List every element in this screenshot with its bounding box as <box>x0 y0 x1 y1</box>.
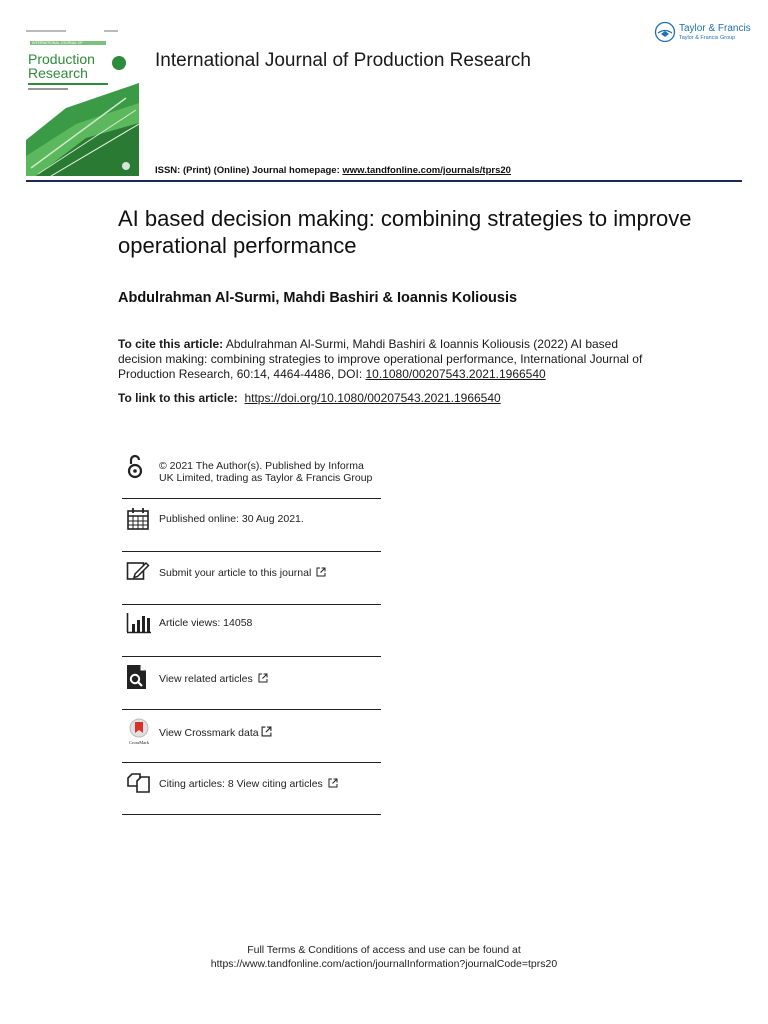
citing-row[interactable] <box>122 762 381 815</box>
publisher-subtitle: Taylor & Francis Group <box>679 35 736 41</box>
edit-icon <box>126 560 150 587</box>
open-access-icon <box>126 454 144 485</box>
issn-label: ISSN: (Print) (Online) Journal homepage: <box>155 165 340 176</box>
crossmark-icon <box>126 718 152 751</box>
cover-title-1: Production <box>28 51 95 67</box>
footer-terms: Full Terms & Conditions of access and use can be found at <box>247 944 521 956</box>
bar-chart-icon <box>126 612 152 639</box>
citing-articles-icon <box>126 772 152 799</box>
article-title: AI based decision making: combining strategies to improve operational performance <box>118 206 692 258</box>
publisher-name: Taylor & Francis <box>679 23 751 34</box>
submit-row[interactable] <box>122 551 381 605</box>
citation-block <box>118 337 658 382</box>
header-divider <box>26 180 742 182</box>
published-row <box>122 498 381 552</box>
crossmark-logo-text: CrossMark <box>129 740 149 745</box>
citing-articles-link[interactable]: Citing articles: 8 View citing articles <box>159 778 323 790</box>
journal-title: International Journal of Production Research <box>155 50 532 71</box>
journal-homepage-link[interactable]: www.tandfonline.com/journals/tprs20 <box>342 165 511 176</box>
link-label: To link to this article: <box>118 391 238 405</box>
article-views: Article views: 14058 <box>159 617 253 629</box>
external-link-icon <box>328 778 338 788</box>
calendar-icon <box>126 507 150 536</box>
crossmark-row[interactable] <box>122 709 381 763</box>
crossmark-link[interactable]: View Crossmark data <box>159 727 259 739</box>
cover-title-2: Research <box>28 65 88 81</box>
license-text: © 2021 The Author(s). Published by Informa UK Limited, trading as Taylor & Francis Group <box>159 460 373 484</box>
submit-article-link[interactable]: Submit your article to this journal <box>159 567 312 579</box>
license-row <box>122 452 381 499</box>
cite-label: To cite this article: <box>118 337 224 351</box>
footer-url[interactable]: https://www.tandfonline.com/action/journalInformation?journalCode=tprs20 <box>210 958 558 970</box>
cover-banner: INTERNATIONAL JOURNAL OF <box>32 41 83 45</box>
external-link-icon <box>316 567 326 577</box>
article-link-row <box>118 391 501 405</box>
published-date: Published online: 30 Aug 2021. <box>159 513 304 525</box>
search-document-icon <box>126 664 148 695</box>
article-authors: Abdulrahman Al-Surmi, Mahdi Bashiri & Ioannis Koliousis <box>118 290 518 306</box>
related-articles-link[interactable]: View related articles <box>159 673 253 685</box>
journal-cover <box>26 28 139 176</box>
article-url-link[interactable]: https://doi.org/10.1080/00207543.2021.1966540 <box>244 391 501 405</box>
taylor-francis-logo-icon[interactable] <box>654 21 678 45</box>
related-row[interactable] <box>122 656 381 710</box>
external-link-icon <box>261 726 272 737</box>
views-row <box>122 604 381 657</box>
doi-link[interactable]: 10.1080/00207543.2021.1966540 <box>365 367 546 381</box>
cite-text: Abdulrahman Al-Surmi, Mahdi Bashiri & Ioannis Koliousis (2022) AI based decision making: combining strategies to improve operational performance, International Journal of Production Research, 60:14, 4464-4486, DOI: <box>118 337 643 381</box>
issn-line <box>155 165 511 176</box>
external-link-icon <box>258 673 268 683</box>
